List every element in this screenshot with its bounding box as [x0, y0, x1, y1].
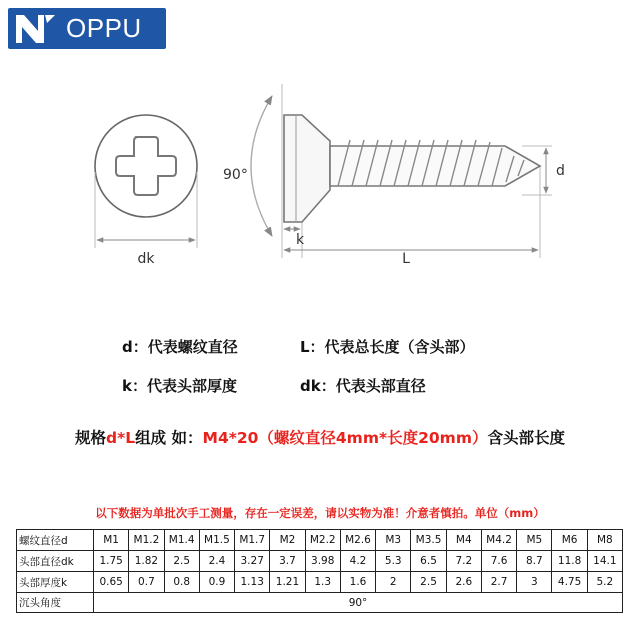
table-cell: 5.2 [587, 572, 622, 593]
spec-suffix: 含头部长度 [487, 429, 565, 447]
table-cell: 1.3 [305, 572, 340, 593]
table-cell: M5 [517, 530, 552, 551]
table-cell: M2 [270, 530, 305, 551]
L-label: L [402, 251, 410, 267]
table-cell: M8 [587, 530, 622, 551]
table-cell: M6 [552, 530, 587, 551]
legend-dk: dk：代表头部直径 [300, 377, 426, 395]
table-cell: 5.3 [376, 551, 411, 572]
row-header-head-diameter: 头部直径dk [17, 551, 94, 572]
table-cell: 3.98 [305, 551, 340, 572]
stylized-n-icon [14, 13, 58, 45]
size-table [16, 529, 623, 613]
table-cell: 2.5 [164, 551, 199, 572]
table-cell: 1.82 [129, 551, 164, 572]
table-cell: M2.6 [340, 530, 375, 551]
table-cell: 2.5 [411, 572, 446, 593]
table-row [17, 530, 623, 551]
table-cell: 4.75 [552, 572, 587, 593]
table-cell: M1.5 [199, 530, 234, 551]
table-cell: 0.8 [164, 572, 199, 593]
legend-d: d：代表螺纹直径 [122, 338, 238, 356]
table-cell: 0.65 [94, 572, 129, 593]
angle-label: 90° [223, 167, 248, 183]
legend-k: k：代表头部厚度 [122, 377, 237, 395]
spec-description [0, 426, 640, 448]
table-cell: 3.27 [235, 551, 270, 572]
table-cell: 14.1 [587, 551, 622, 572]
table-cell: M4 [446, 530, 481, 551]
spec-prefix: 规格 [75, 429, 107, 447]
head-top-view [95, 115, 197, 248]
table-cell: 1.21 [270, 572, 305, 593]
table-cell: M3.5 [411, 530, 446, 551]
screw-technical-drawing [0, 60, 640, 290]
table-cell: M1.4 [164, 530, 199, 551]
dk-label: dk [137, 251, 155, 267]
legend-L: L：代表总长度（含头部） [300, 338, 475, 356]
table-cell: 1.13 [235, 572, 270, 593]
table-cell: 0.9 [199, 572, 234, 593]
row-header-head-thickness: 头部厚度k [17, 572, 94, 593]
table-row [17, 593, 623, 613]
brand-name: OPPU [66, 13, 142, 43]
d-label: d [556, 163, 565, 179]
table-cell: 7.6 [481, 551, 516, 572]
table-cell: 7.2 [446, 551, 481, 572]
table-cell: M1.2 [129, 530, 164, 551]
table-cell: 1.75 [94, 551, 129, 572]
table-cell: 2.4 [199, 551, 234, 572]
table-cell: 2.7 [481, 572, 516, 593]
table-cell: 3.7 [270, 551, 305, 572]
table-cell: 8.7 [517, 551, 552, 572]
countersink-angle-value: 90° [94, 593, 623, 613]
table-cell: 0.7 [129, 572, 164, 593]
table-row [17, 551, 623, 572]
table-cell: M1 [94, 530, 129, 551]
table-cell: M1.7 [235, 530, 270, 551]
table-cell: M3 [376, 530, 411, 551]
row-header-countersink-angle: 沉头角度 [17, 593, 94, 613]
k-label: k [296, 232, 305, 248]
table-cell: 2.6 [446, 572, 481, 593]
table-cell: M4.2 [481, 530, 516, 551]
table-cell: 2 [376, 572, 411, 593]
table-cell: 11.8 [552, 551, 587, 572]
table-row [17, 572, 623, 593]
row-header-thread-diameter: 螺纹直径d [17, 530, 94, 551]
brand-logo [8, 8, 166, 49]
table-cell: 6.5 [411, 551, 446, 572]
measurement-note: 以下数据为单批次手工测量，存在一定误差，请以实物为准！介意者慎拍。单位（mm） [95, 506, 545, 520]
table-cell: 1.6 [340, 572, 375, 593]
spec-middle: 组成 如： [135, 429, 203, 447]
spec-formula: d*L [106, 429, 136, 447]
table-cell: 3 [517, 572, 552, 593]
table-cell: M2.2 [305, 530, 340, 551]
table-cell: 4.2 [340, 551, 375, 572]
spec-example: M4*20（螺纹直径4mm*长度20mm） [202, 429, 488, 447]
